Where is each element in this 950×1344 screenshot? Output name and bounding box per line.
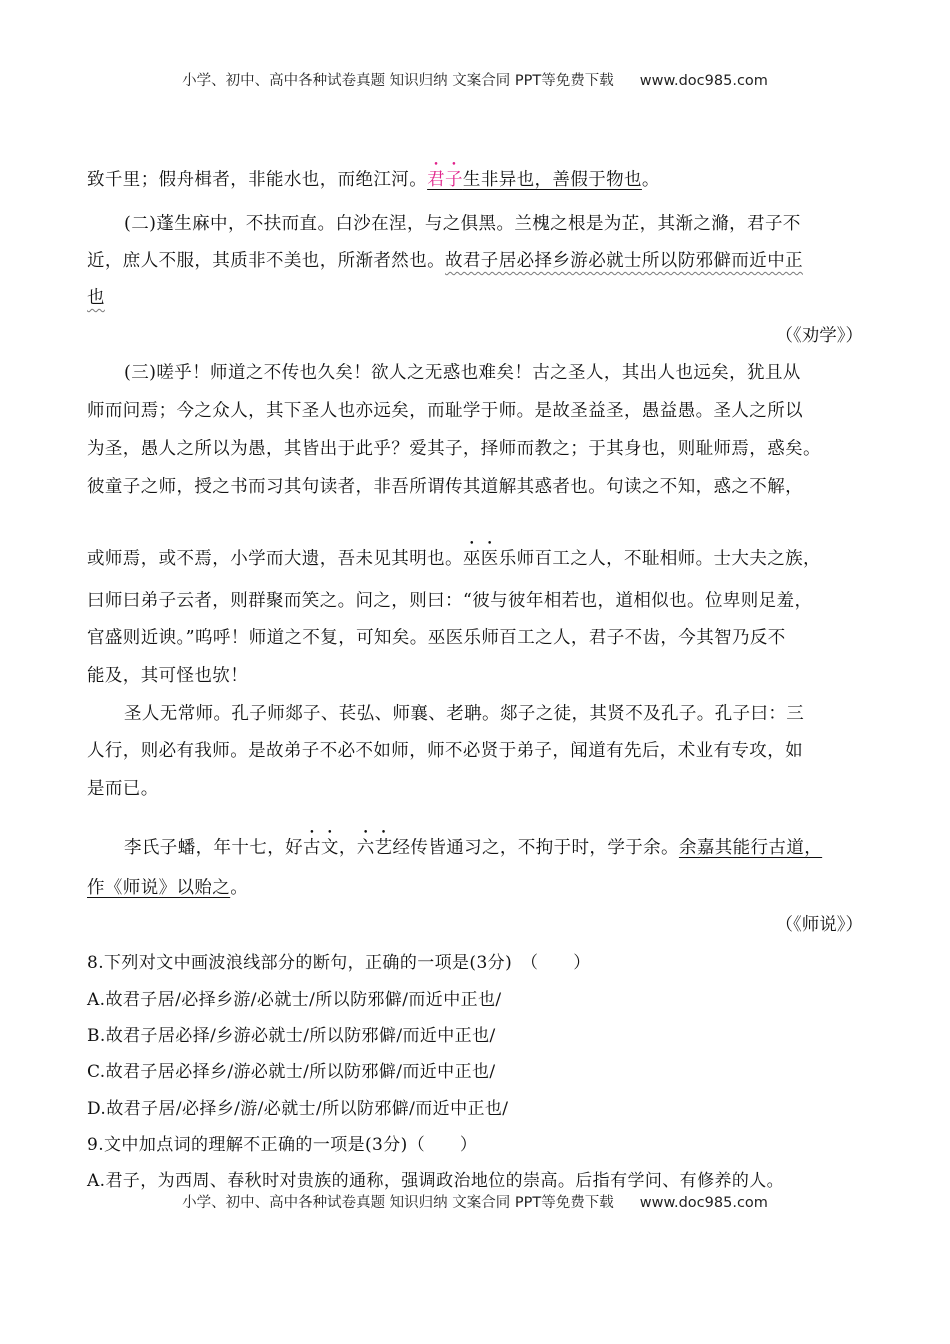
- header-text: 小学、初中、高中各种试卷真题 知识归纳 文案合同 PPT等免费下载: [182, 73, 614, 89]
- passage3-line5: [87, 539, 821, 570]
- passage3-line12: [87, 828, 822, 859]
- question8-option-b: B.故君子居必择/乡游必就士/所以防邪僻/而近中正也/: [87, 1026, 496, 1046]
- text-segment: 。: [641, 170, 660, 190]
- dotted-word-liuyi: 六艺: [356, 838, 393, 858]
- footer-text: 小学、初中、高中各种试卷真题 知识归纳 文案合同 PPT等免费下载: [182, 1195, 614, 1211]
- text-segment: 李氏子蟠，年十七，好: [124, 838, 303, 858]
- passage3-line10: 人行，则必有我师。是故弟子不必不如师，师不必贤于弟子，闻道有先后，术业有专攻，如: [87, 741, 803, 761]
- question9-option-a: A.君子，为西周、春秋时对贵族的通称，强调政治地位的崇高。后指有学问、有修养的人。: [87, 1171, 785, 1191]
- passage3-line8: 能及，其可怪也欤！: [87, 666, 249, 686]
- underlined-sentence: 余嘉其能行古道，: [678, 838, 823, 858]
- page-header: [0, 69, 950, 90]
- footer-site: www.doc985.com: [639, 1195, 768, 1211]
- question8-option-c: C.故君子居必择乡/游必就士/所以防邪僻/而近中正也/: [87, 1062, 496, 1082]
- header-site: www.doc985.com: [639, 73, 768, 89]
- passage2-line3: [87, 284, 105, 309]
- question8-option-a: A.故君子居/必择乡游/必就士/所以防邪僻/而近中正也/: [87, 990, 502, 1010]
- passage3-line11: 是而已。: [87, 779, 159, 799]
- passage1-line1: [87, 160, 660, 191]
- passage3-line6: 曰师曰弟子云者，则群聚而笑之。问之，则曰：“彼与彼年相若也，道相似也。位卑则足羞，: [87, 591, 813, 611]
- question8-option-d: D.故君子居/必择乡/游/必就士/所以防邪僻/而近中正也/: [87, 1099, 509, 1119]
- wavy-underlined-text: 故君子居必择乡游必就士所以防邪僻而近中正: [445, 251, 803, 271]
- text-segment: 或师焉，或不焉，小学而大遗，吾未见其明也。: [87, 549, 463, 569]
- source-shishuo: （《师说》）: [775, 915, 863, 935]
- text-segment: 乐师百工之人，不耻相师。士大夫之族，: [498, 549, 821, 569]
- underlined-sentence: 生非异也，善假于物也: [462, 170, 642, 190]
- page-footer: [0, 1191, 950, 1212]
- question8-stem: 8.下列对文中画波浪线部分的断句，正确的一项是(3分) （ ）: [87, 953, 591, 973]
- dotted-word-wuyi: 巫医: [462, 549, 499, 569]
- question9-stem: 9.文中加点词的理解不正确的一项是(3分)（ ）: [87, 1135, 478, 1155]
- text-segment: 致千里；假舟楫者，非能水也，而绝江河。: [87, 170, 428, 190]
- passage3-line4: 彼童子之师，授之书而习其句读者，非吾所谓传其道解其惑者也。句读之不知，惑之不解，: [87, 477, 803, 497]
- passage3-line2: 师而问焉；今之众人，其下圣人也亦远矣，而耻学于师。是故圣益圣，愚益愚。圣人之所以: [87, 401, 803, 421]
- text-segment: 。: [230, 878, 249, 898]
- passage3-line1: (三)嗟乎！师道之不传也久矣！欲人之无惑也难矣！古之圣人，其出人也远矣，犹且从: [124, 363, 801, 383]
- passage3-line13: [87, 874, 248, 899]
- text-segment: 经传皆通习之，不拘于时，学于余。: [392, 838, 679, 858]
- underlined-sentence: 作《师说》以贻之: [87, 878, 231, 898]
- passage3-line9: 圣人无常师。孔子师郯子、苌弘、师襄、老聃。郯子之徒，其贤不及孔子。孔子曰：三: [124, 704, 805, 724]
- passage3-line7: 官盛则近谀。”呜呼！师道之不复，可知矣。巫医乐师百工之人，君子不齿，今其智乃反不: [87, 628, 786, 648]
- passage3-line3: 为圣，愚人之所以为愚，其皆出于此乎？爱其子，择师而教之；于其身也，则耻师焉，惑矣。: [87, 439, 821, 459]
- dotted-word-junzi: 君子: [427, 170, 463, 190]
- text-segment: 近，庶人不服，其质非不美也，所渐者然也。: [87, 251, 445, 271]
- passage2-line2: [87, 247, 803, 272]
- dotted-word-guwen: 古文: [303, 838, 339, 858]
- passage2-line1: (二)蓬生麻中，不扶而直。白沙在涅，与之俱黑。兰槐之根是为芷，其渐之滫，君子不: [124, 214, 801, 234]
- text-segment: ，: [338, 838, 357, 858]
- source-quanxue: （《劝学》）: [775, 326, 863, 346]
- wavy-underlined-text: 也: [87, 288, 105, 308]
